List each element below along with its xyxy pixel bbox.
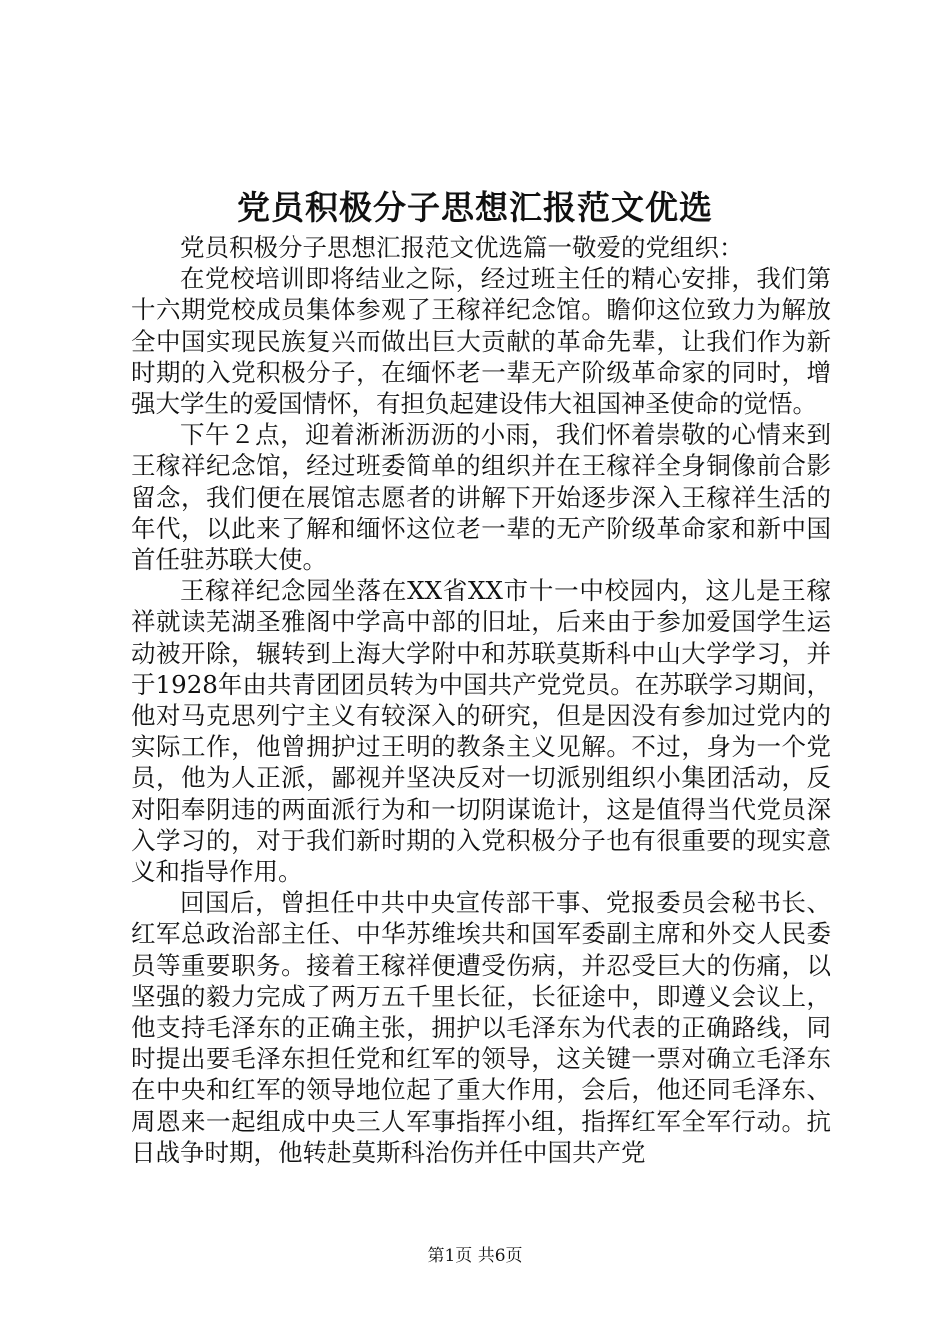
paragraph: 回国后，曾担任中共中央宣传部干事、党报委员会秘书长、红军总政治部主任、中华苏维埃共和国军委副主席和外交人民委员等重要职务。接着王稼祥便遭受伤病，并忍受巨大的伤痛，以坚强的毅力完成了两万五千里长征，长征途中，即遵义会议上，他支持毛泽东的正确主张，拥护以毛泽东为代表的正确路线，同时提出要毛泽东担任党和红军的领导，这关键一票对确立毛泽东在中央和红军的领导地位起了重大作用，会后，他还同毛泽东、周恩来一起组成中央三人军事指挥小组，指挥红军全军行动。抗日战争时期，他转赴莫斯科治伤并任中国共产党 (131, 888, 831, 1167)
document-body (131, 232, 831, 1168)
paragraph: 王稼祥纪念园坐落在XX省XX市十一中校园内，这儿是王稼祥就读芜湖圣雅阁中学高中部的旧址，后来由于参加爱国学生运动被开除，辗转到上海大学附中和苏联莫斯科中山大学学习，并于1928年由共青团团员转为中国共产党党员。在苏联学习期间，他对马克思列宁主义有较深入的研究，但是因没有参加过党内的实际工作，他曾拥护过王明的教条主义见解。不过，身为一个党员，他为人正派，鄙视并坚决反对一切派别组织小集团活动，反对阳奉阴违的两面派行为和一切阴谋诡计，这是值得当代党员深入学习的，对于我们新时期的入党积极分子也有很重要的现实意义和指导作用。 (131, 576, 831, 887)
paragraph: 下午２点，迎着淅淅沥沥的小雨，我们怀着崇敬的心情来到王稼祥纪念馆，经过班委简单的组织并在王稼祥全身铜像前合影留念，我们便在展馆志愿者的讲解下开始逐步深入王稼祥生活的年代，以此来了解和缅怀这位老一辈的无产阶级革命家和新中国首任驻苏联大使。 (131, 420, 831, 575)
page-number-footer: 第1页 共6页 (427, 1246, 523, 1266)
paragraph-salutation: 党员积极分子思想汇报范文优选篇一敬爱的党组织： (180, 233, 744, 262)
paragraph: 在党校培训即将结业之际，经过班主任的精心安排，我们第十六期党校成员集体参观了王稼祥纪念馆。瞻仰这位致力为解放全中国实现民族复兴而做出巨大贡献的革命先辈，让我们作为新时期的入党积极分子，在缅怀老一辈无产阶级革命家的同时，增强大学生的爱国情怀，有担负起建设伟大祖国神圣使命的觉悟。 (131, 264, 831, 419)
document-title: 党员积极分子思想汇报范文优选 (237, 188, 713, 227)
